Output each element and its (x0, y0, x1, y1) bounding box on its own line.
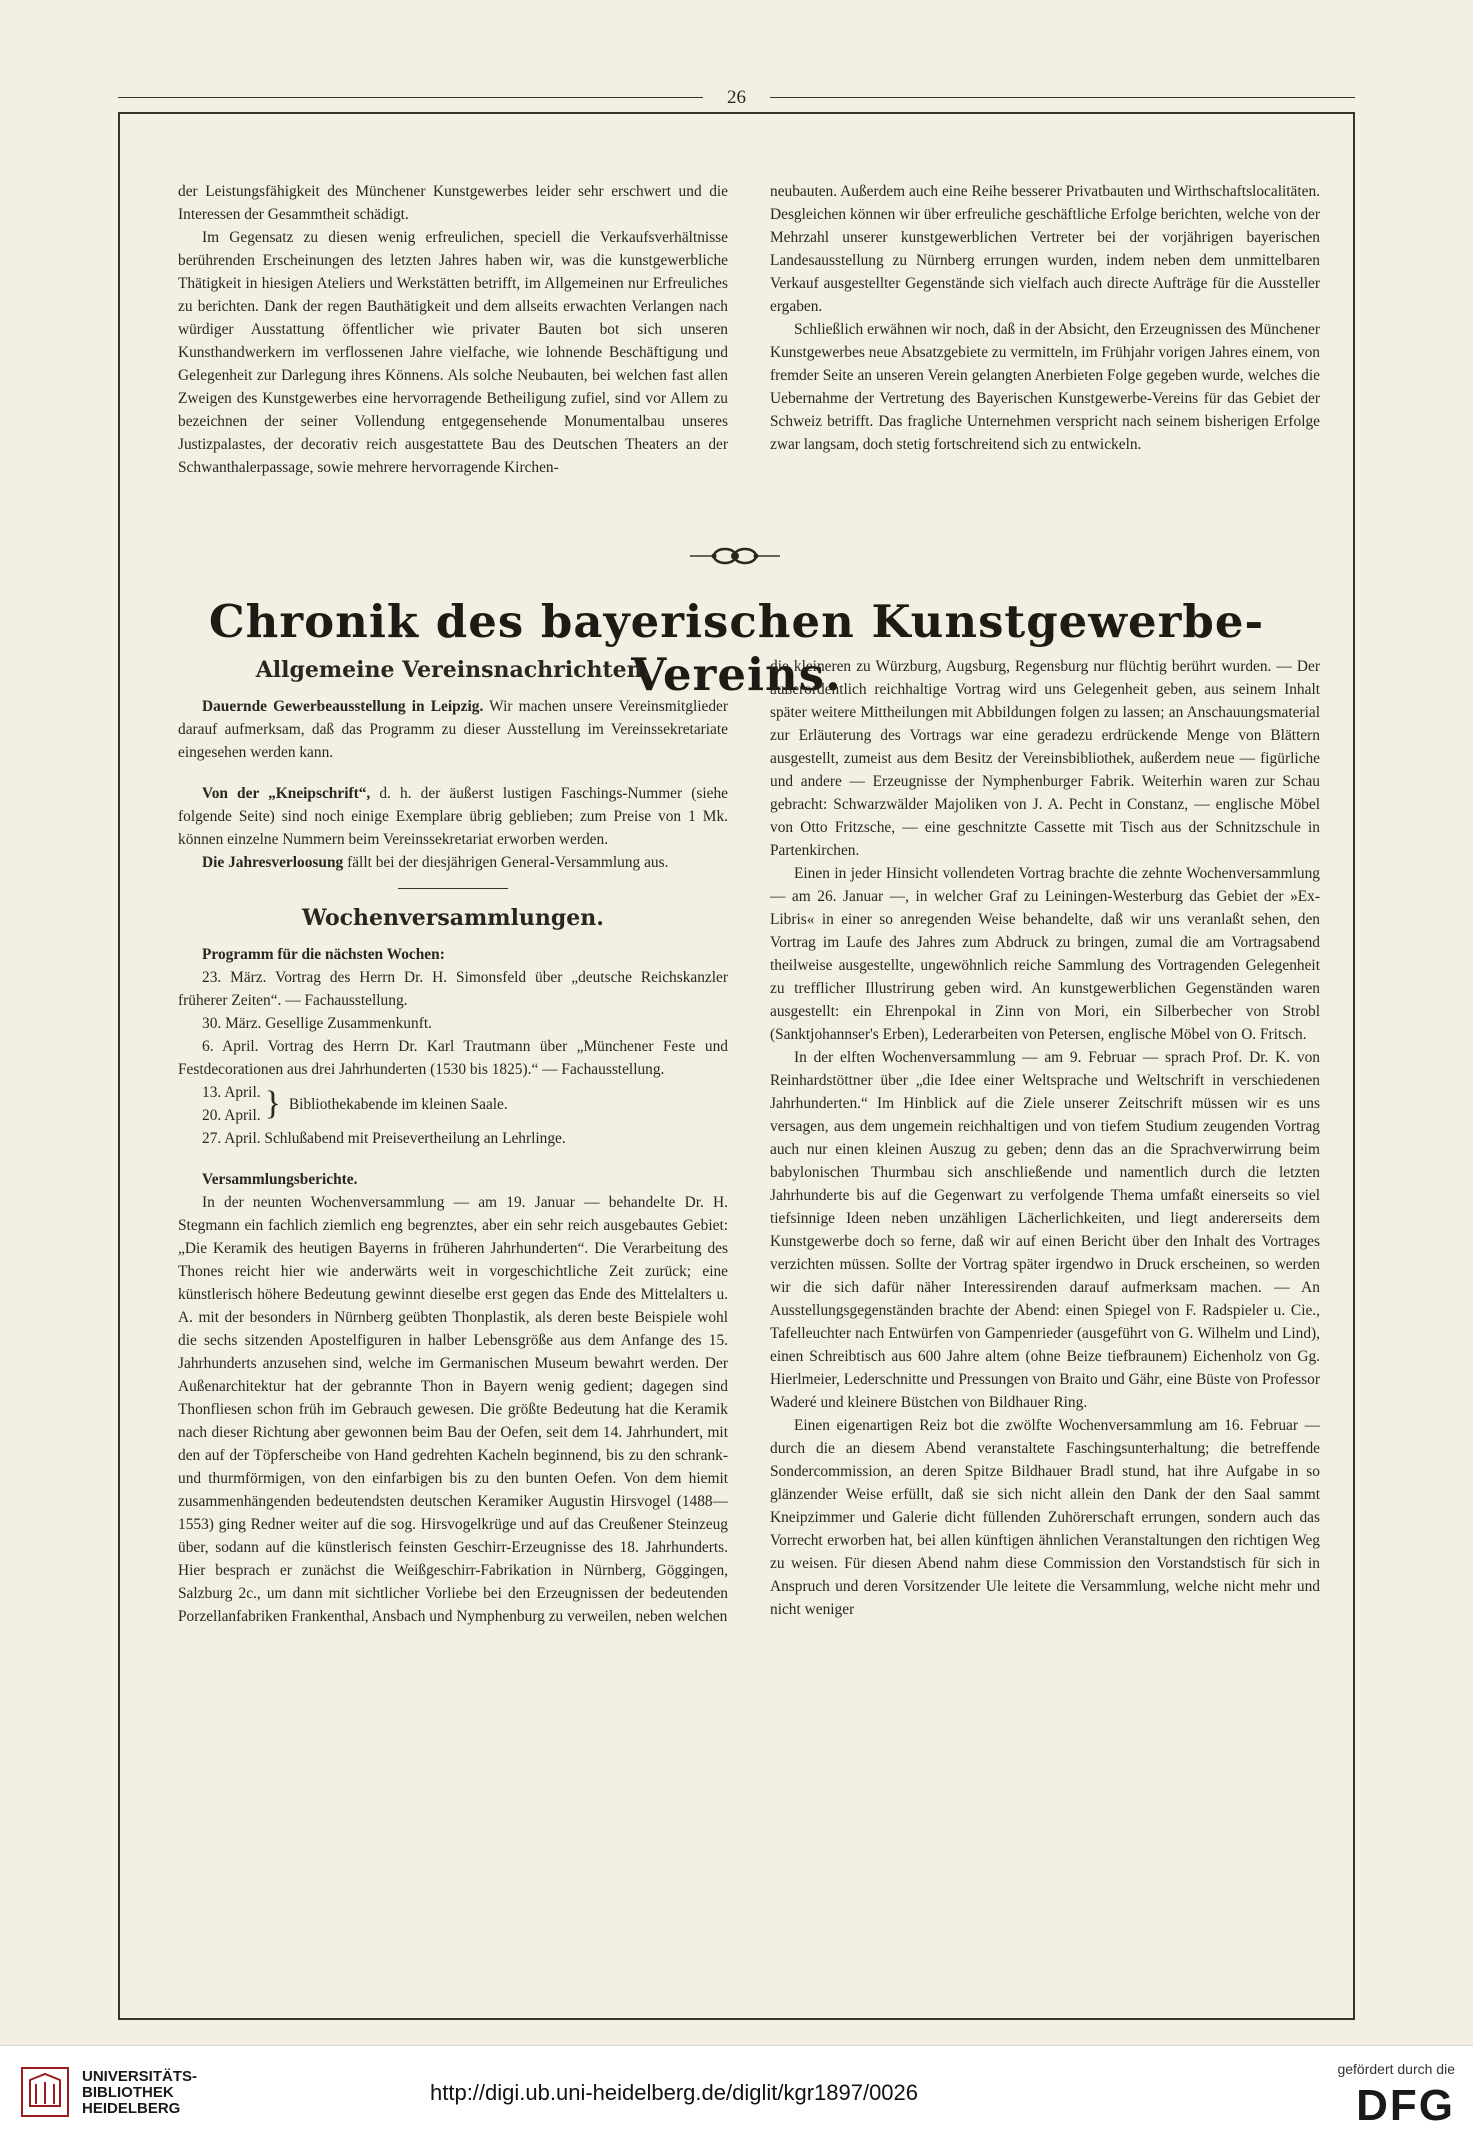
chronicle-right-column (770, 655, 1320, 1621)
general-news-heading: Allgemeine Vereinsnachrichten. (255, 657, 651, 683)
brace-icon: } (264, 1085, 281, 1122)
kneipschrift-text: d. h. der äußerst lustigen Faschings-Nummer (siehe folgende Seite) sind noch einige Exemplare übrig geblieben; zum Preise von 1 Mk. können einzelne Nummern beim Vereinssekretariat erworben werden. (178, 785, 728, 848)
institution-line: UNIVERSITÄTS- (82, 2068, 198, 2085)
institution-line: HEIDELBERG (82, 2100, 181, 2117)
intro-left-paragraph-2: Im Gegensatz zu diesen wenig erfreulichen, speciell die Verkaufsverhältnisse berührenden Erscheinungen des letzten Jahres haben wir, was die kunstgewerbliche Thätigkeit in hiesigen Ateliers und Werkstätten betrifft, im Allgemeinen nur Erfreuliches zu berichten. Dank der regen Bauthätigkeit und dem allseits erwachten Verlangen nach würdiger Ausstattung öffentlicher wie privater Bauten bot sich unseren Kunsthandwerkern im verflossenen Jahre vielfache, wie lohnende Beschäftigung und Gelegenheit zur Darlegung ihres Könnens. Als solche Neubauten, bei welchen fast allen Zweigen des Kunstgewerbes eine hervorragende Betheiligung zufiel, sind vor Allem zu bezeichnen der seiner Vollendung entgegensehende Monumentalbau unseres Justizpalastes, der decorativ reich ausgestattete Bau des Deutschen Theaters an der Schwanthalerpassage, sowie mehrere hervorragende Kirchen- (178, 229, 728, 476)
program-heading: Programm für die nächsten Wochen: (202, 946, 445, 963)
permalink[interactable]: http://digi.ub.uni-heidelberg.de/diglit/kgr1897/0026 (430, 2080, 919, 2105)
report-tenth-meeting: Einen in jeder Hinsicht vollendeten Vortrag brachte die zehnte Wochenversammlung — am 26. Januar —, in welcher Graf zu Leiningen-Westerburg das Gebiet der »Ex-Libris« in einer so anregenden Weise behandelte, daß wir uns veranlaßt sehen, den Vortrag im Laufe des Jahres zum Abdruck zu bringen, zumal die am Vortragsabend theilweise ausgestellte, ungewöhnlich reiche Sammlung des Vortragenden Gelegenheit zu trefflicher Illustrirung geben wird. An kunstgewerblichen Gegenständen waren ausgestellt: ein Ehrenpokal in Zinn von Mori, ein Silberbecher von Strobl (Sanktjohannser's Erben), Lederarbeiten von Petersen, englische Möbel von O. Fritsch. (770, 865, 1320, 1043)
program-item: 6. April. Vortrag des Herrn Dr. Karl Trautmann über „Münchener Feste und Festdecorationen aus drei Jahrhunderten (1530 bis 1825).“ — Fachausstellung. (178, 1038, 728, 1078)
university-seal-icon (20, 2066, 70, 2118)
library-evenings (178, 1081, 728, 1127)
intro-right-column (770, 180, 1320, 456)
digitization-footer (0, 2045, 1473, 2139)
spacer (178, 1150, 728, 1168)
kneipschrift-lead: Von der „Kneipschrift“, (202, 785, 371, 802)
spacer (178, 764, 728, 782)
program-item: 23. März. Vortrag des Herrn Dr. H. Simonsfeld über „deutsche Reichskanzler früherer Zeiten“. — Fachausstellung. (178, 969, 728, 1009)
lottery-notice (178, 851, 728, 874)
report-ninth-meeting: In der neunten Wochenversammlung — am 19. Januar — behandelte Dr. H. Stegmann ein fachlich ziemlich eng begrenztes, aber ein sehr reich ausgebautes Gebiet: „Die Keramik des heutigen Bayerns in früheren Jahrhunderten“. Die Verarbeitung des Thones reicht hier wie anderwärts weit in vorgeschichtliche Zeit zurück; eine künstlerisch höhere Bedeutung gewinnt dieselbe erst gegen das Ende des Mittelalters u. A. mit der besonders in Nürnberg geübten Thonplastik, als deren beste Beispiele wohl die sechs sitzenden Apostelfiguren in halber Lebensgröße aus dem Anfange des 15. Jahrhunderts anzusehen sind, welche im Germanischen Museum bewahrt werden. Der Außenarchitektur hat der gebrannte Thon in Bayern wenig gedient; dagegen sind Thonfliesen schon früh im Gebrauch gewesen. Die größte Bedeutung hat die Keramik nach dieser Richtung aber gewonnen beim Bau der Oefen, seit dem 14. Jahrhundert, mit den auf der Töpferscheibe von Hand gedrehten Kacheln beginnend, bis zu den schrank- und thurmförmigen, von den einfarbigen bis zu den bunten Oefen. Von dem hiemit zusammenhängenden bedeutendsten deutschen Keramiker Augustin Hirsvogel (1488—1553) ging Redner weiter auf die sog. Hirsvogelkrüge und auf das Creußener Steinzeug über, sodann auf die künstlerisch feinsten Geschirr-Erzeugnisse des 18. Jahrhunderts. Hier besprach er zunächst die Weißgeschirr-Fabrikation in Nürnberg, Göggingen, Salzburg 2c., um dann mit sichtlicher Vorliebe bei den Erzeugnissen der bedeutenden Porzellanfabriken Frankenthal, Ansbach und Nymphenburg zu verweilen, neben welchen (178, 1194, 728, 1625)
chronicle-left-column (178, 655, 728, 1628)
page-number-rule (118, 87, 1355, 108)
report-twelfth-meeting: Einen eigenartigen Reiz bot die zwölfte Wochenversammlung am 16. Februar — durch die an diesem Abend veranstaltete Faschingsunterhaltung; die betreffende Sondercommission, an deren Spitze Bildhauer Bradl stund, hat ihre Aufgabe in so glänzender Weise erfüllt, daß sie sich nicht allein den Dank der den Saal sammt Kneipzimmer und Galerie dicht füllenden Zuhörerschaft errungen, sondern auch das Vorrecht erworben hat, bei allen künftigen ähnlichen Veranstaltungen den richtigen Weg zu weisen. Für diesen Abend nahm diese Commission den Vorstandstisch für sich in Anspruch und deren Vorsitzender Ule leitete die Versammlung, welche nicht mehr und nicht weniger (770, 1417, 1320, 1618)
kneipschrift-notice (178, 782, 728, 851)
report-eleventh-meeting: In der elften Wochenversammlung — am 9. Februar — sprach Prof. Dr. K. von Reinhardstöttner über „die Idee einer Weltsprache und Weltschrift in verschiedenen Jahrhunderten.“ Im Hinblick auf die Ziele unserer Zeitschrift müssen wir es uns versagen, aus dem ungemein reichhaltigen und von tiefem Studium zeugenden Vortrag auch nur einen kleinen Auszug zu geben; denn das an die Sprachverwirrung beim babylonischen Thurmbau sich anschließende und namentlich durch die letzten Jahrhunderte bis auf die Gegenwart zu verfolgende Thema umfaßt einerseits so viel tiefsinnige Ideen neben unzähligen Lächerlichkeiten, und liegt andererseits dem Kunstgewerbe doch so ferne, daß wir auf einen Bericht über den Inhalt des Vortrages verzichten müssen. Sollte der Vortrag später irgendwo in Druck erscheinen, so werden wir die sich dafür näher Interessirenden darauf aufmerksam machen. — An Ausstellungsgegenständen brachte der Abend: einen Spiegel von F. Radspieler u. Cie., Tafelleuchter nach Entwürfen von Gampenrieder (ausgeführt von G. Wilhelm und Lind), einen Schreibtisch aus 600 Jahre altem (ohne Beize tiefbraunem) Eichenholz von Gg. Hierlmeier, Lederschnitte und Pressungen von Braito und Gähr, eine Büste von Professor Waderé und kleinere Büstchen von Bildhauer Ring. (770, 1049, 1320, 1411)
lottery-text: fällt bei der diesjährigen General-Versammlung aus. (343, 854, 669, 871)
library-date: 13. April. (202, 1084, 261, 1101)
section-divider (398, 888, 508, 889)
leipzig-exhibition-text: Wir machen unsere Vereinsmitglieder darauf aufmerksam, daß das Programm zu dieser Ausstellung im Vereinssekretariate eingesehen werden kann. (178, 698, 728, 761)
intro-left-column (178, 180, 728, 479)
lottery-lead: Die Jahresverloosung (202, 854, 344, 871)
leipzig-exhibition-notice (178, 695, 728, 764)
institution-line: BIBLIOTHEK (82, 2084, 174, 2101)
intro-right-paragraph-1: neubauten. Außerdem auch eine Reihe besserer Privatbauten und Wirthschaftslocalitäten. Desgleichen können wir über erfreuliche geschäftliche Erfolge berichten, welche von der Mehrzahl unserer kunstgewerblichen Vertreter bei der vorjährigen bayerischen Landesausstellung zu Nürnberg errungen wurden, indem neben dem unmittelbaren Verkauf ausgestellter Gegenstände sich vielfach auch directe Aufträge für die Aussteller ergaben. (770, 183, 1320, 315)
page-number: 26 (703, 93, 770, 103)
intro-right-paragraph-2: Schließlich erwähnen wir noch, daß in der Absicht, den Erzeugnissen des Münchener Kunstgewerbes neue Absatzgebiete zu vermitteln, im Frühjahr vorigen Jahres einem, von fremder Seite an unseren Verein gelangten Anerbieten Folge gegeben wurde, welches die Uebernahme der Vertretung des Bayerischen Kunstgewerbe-Vereins für das Gebiet der Schweiz betrifft. Das fragliche Unternehmen verspricht nach seinem bisherigen Erfolge zwar langsam, doch stetig fortschreitend sich zu entwickeln. (770, 321, 1320, 453)
weekly-meetings-heading: Wochenversammlungen. (302, 905, 604, 931)
dfg-logo: DFG (1356, 2081, 1455, 2130)
chronicle-title: Chronik des bayerischen Kunstgewerbe-Vereins. (208, 595, 1265, 701)
program-item: 27. April. Schlußabend mit Preisevertheilung an Lehrlinge. (202, 1130, 566, 1147)
sponsor-label: gefördert durch die (1337, 2061, 1455, 2077)
program-item: 30. März. Gesellige Zusammenkunft. (202, 1015, 432, 1032)
library-dates (202, 1081, 261, 1127)
intro-left-paragraph-1: der Leistungsfähigkeit des Münchener Kunstgewerbes leider sehr erschwert und die Interessen der Gesammtheit schädigt. (178, 183, 728, 223)
library-date: 20. April. (202, 1107, 261, 1124)
reports-heading: Versammlungsberichte. (202, 1171, 358, 1188)
section-ornament (690, 542, 780, 570)
institution-name (82, 2069, 197, 2117)
library-text: Bibliothekabende im kleinen Saale. (288, 1095, 508, 1113)
leipzig-exhibition-lead: Dauernde Gewerbeausstellung in Leipzig. (202, 698, 484, 715)
report-continuation: die kleineren zu Würzburg, Augsburg, Regensburg nur flüchtig berührt wurden. — Der außerordentlich reichhaltige Vortrag wird uns Gelegenheit geben, aus seinem Inhalt später weitere Mittheilungen mit Abbildungen folgen zu lassen; an Anschauungsmaterial zur Erläuterung des Vortrags war eine geradezu erdrückende Menge von Blättern ausgestellt, zumeist aus dem Besitz der Vereinsbibliothek, außerdem neue — figürliche und andere — Erzeugnisse der Nymphenburger Fabrik. Weiterhin waren zur Schau gebracht: Schwarzwälder Majoliken von J. A. Pecht in Constanz, — englische Möbel von Otto Fritzsche, — eine geschnitzte Cassette mit Tisch aus der Schnitzschule in Partenkirchen. (770, 658, 1320, 859)
